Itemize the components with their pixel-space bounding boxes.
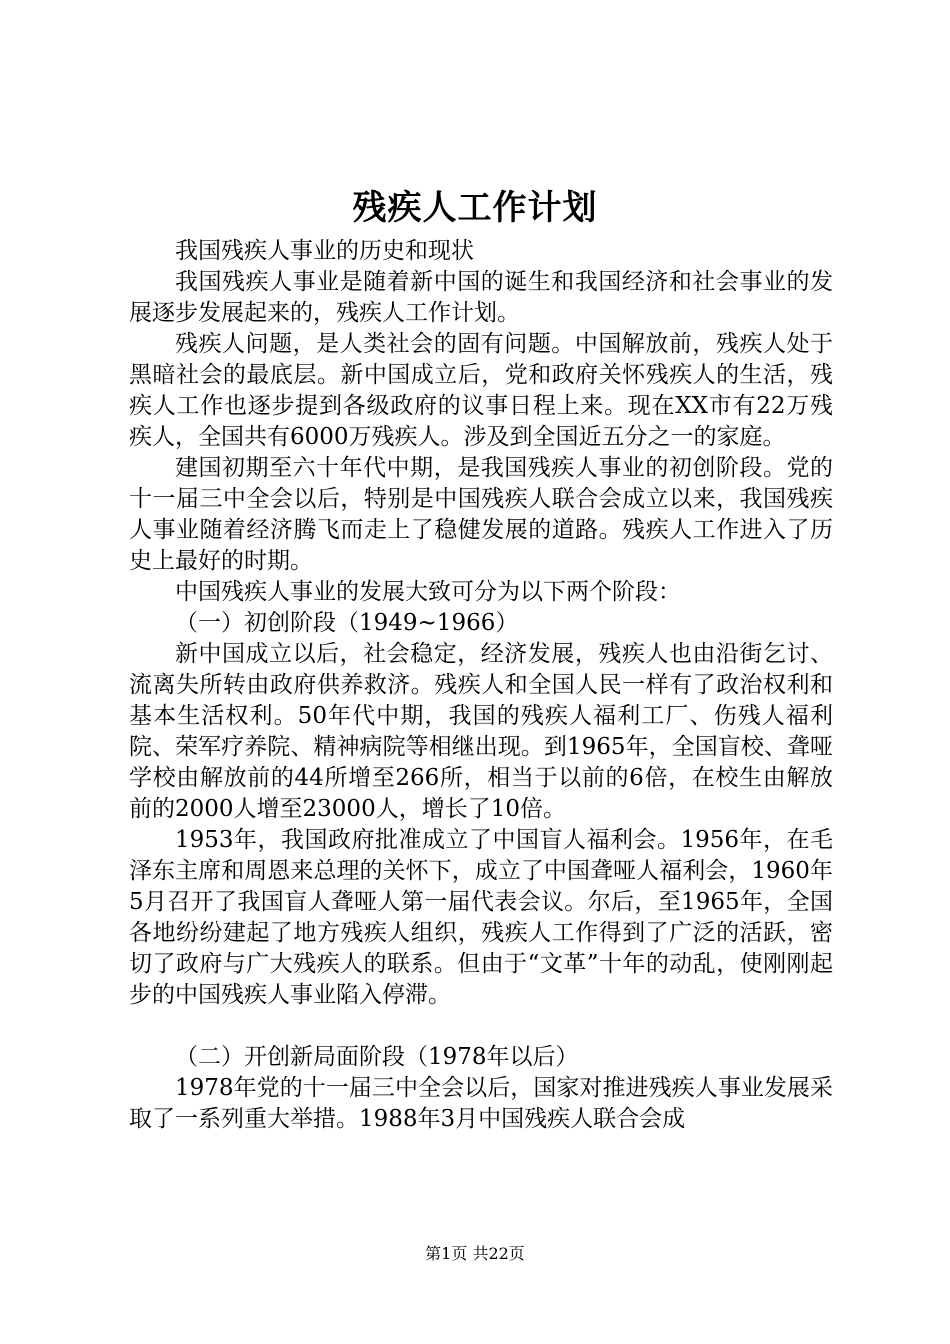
section-heading-stage-two: （二）开创新局面阶段（1978年以后） bbox=[175, 1044, 579, 1070]
paragraph: 1953年，我国政府批准成立了中国盲人福利会。1956年，在毛泽东主席和周恩来总理的关怀下，成立了中国聋哑人福利会，1960年5月召开了我国盲人聋哑人第一届代表会议。尔后，至1965年，全国各地纷纷建起了地方残疾人组织，残疾人工作得到了广泛的活跃，密切了政府与广大残疾人的联系。但由于“文革”十年的动乱，使刚刚起步的中国残疾人事业陷入停滞。 bbox=[129, 827, 833, 1008]
paragraph-heading-history: 我国残疾人事业的历史和现状 bbox=[175, 238, 474, 264]
paragraph: 我国残疾人事业是随着新中国的诞生和我国经济和社会事业的发展逐步发展起来的，残疾人工作计划。 bbox=[129, 269, 833, 326]
paragraph: 中国残疾人事业的发展大致可分为以下两个阶段： bbox=[175, 579, 681, 605]
paragraph: 建国初期至六十年代中期，是我国残疾人事业的初创阶段。党的十一届三中全会以后，特别是中国残疾人联合会成立以来，我国残疾人事业随着经济腾飞而走上了稳健发展的道路。残疾人工作进入了历史上最好的时期。 bbox=[129, 455, 833, 574]
paragraph: 残疾人问题，是人类社会的固有问题。中国解放前，残疾人处于黑暗社会的最底层。新中国成立后，党和政府关怀残疾人的生活，残疾人工作也逐步提到各级政府的议事日程上来。现在XX市有22万残疾人，全国共有6000万残疾人。涉及到全国近五分之一的家庭。 bbox=[129, 331, 833, 450]
document-body bbox=[129, 236, 833, 1135]
paragraph: 新中国成立以后，社会稳定，经济发展，残疾人也由沿街乞讨、流离失所转由政府供养救济。残疾人和全国人民一样有了政治权利和基本生活权利。50年代中期，我国的残疾人福利工厂、伤残人福利院、荣军疗养院、精神病院等相继出现。到1965年，全国盲校、聋哑学校由解放前的44所增至266所，相当于以前的6倍，在校生由解放前的2000人增至23000人，增长了10倍。 bbox=[129, 641, 833, 822]
paragraph: 1978年党的十一届三中全会以后，国家对推进残疾人事业发展采取了一系列重大举措。1988年3月中国残疾人联合会成 bbox=[129, 1075, 833, 1132]
section-heading-stage-one: （一）初创阶段（1949~1966） bbox=[175, 610, 519, 636]
document-title: 残疾人工作计划 bbox=[352, 188, 598, 228]
page-number-footer: 第1页 共22页 bbox=[425, 1244, 525, 1263]
